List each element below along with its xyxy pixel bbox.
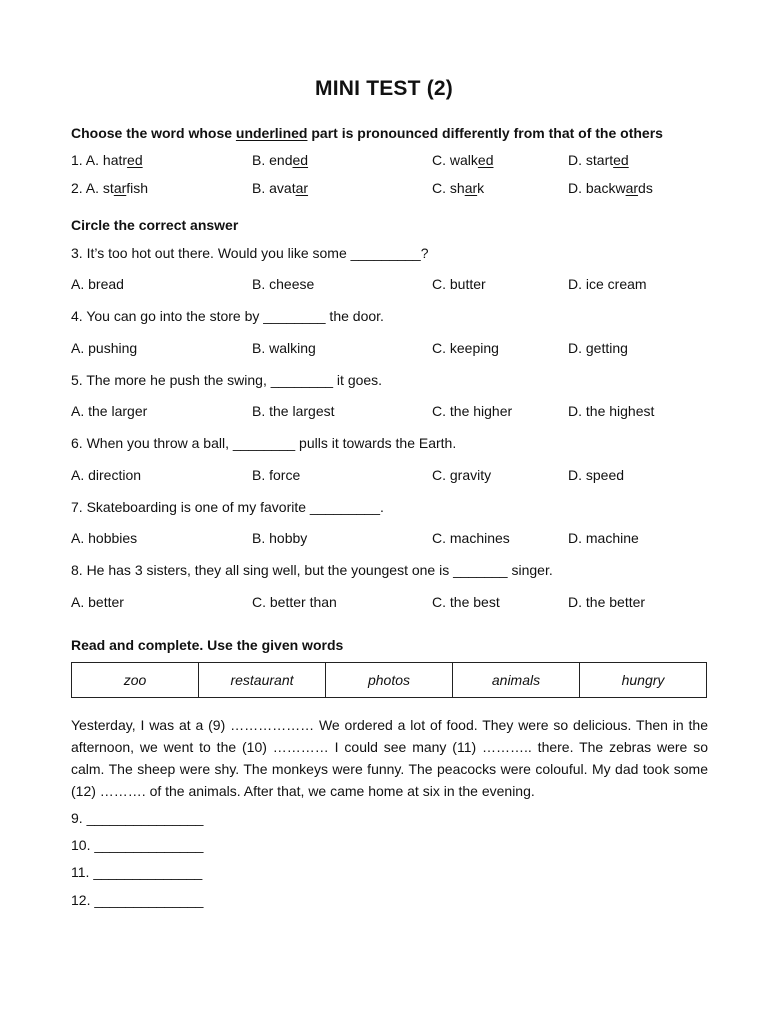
section1-heading-pre: Choose the word whose [71,125,236,141]
word-bank-table [71,662,707,698]
question-3-text: 3. It’s too hot out there. Would you like some _________? [71,245,429,261]
question-4-text: 4. You can go into the store by ________ the door. [71,308,384,324]
q1-option-d: D. started [568,152,629,168]
question-5-text: 5. The more he push the swing, ________ it goes. [71,372,383,388]
question-8-option-d[interactable]: D. the better [568,594,646,610]
q2-option-a: 2. A. starfish [71,180,149,196]
word-bank-cell: hungry [580,663,707,698]
question-4-option-b[interactable]: B. walking [252,340,316,356]
word-bank-row [72,663,707,698]
question-4-option-d[interactable]: D. getting [568,340,628,356]
section1-heading-post: part is pronounced differently from that of the others [307,125,663,141]
question-6-option-b[interactable]: B. force [252,467,301,483]
q2-option-c: C. shark [432,180,485,196]
question-7-option-a[interactable]: A. hobbies [71,530,138,546]
question-3-option-d[interactable]: D. ice cream [568,276,647,292]
question-8-option-b[interactable]: C. better than [252,594,337,610]
word-bank-cell: animals [453,663,580,698]
word-bank-cell: zoo [72,663,199,698]
q1-option-b: B. ended [252,152,309,168]
question-5-option-c[interactable]: C. the higher [432,403,513,419]
question-6-option-d[interactable]: D. speed [568,467,625,483]
question-4-option-c[interactable]: C. keeping [432,340,499,356]
q2-option-d: D. backwards [568,180,653,196]
q2-option-b: B. avatar [252,180,309,196]
section1-heading [71,125,663,141]
question-8-text: 8. He has 3 sisters, they all sing well, but the youngest one is _______ singer. [71,562,553,578]
q1-option-c: C. walked [432,152,494,168]
question-5-option-a[interactable]: A. the larger [71,403,148,419]
question-8-option-c[interactable]: C. the best [432,594,500,610]
word-bank-cell: restaurant [199,663,326,698]
section1-heading-underlined: underlined [235,125,308,141]
question-7-option-d[interactable]: D. machine [568,530,639,546]
word-bank-cell: photos [326,663,453,698]
question-7-option-c[interactable]: C. machines [432,530,510,546]
q1-option-a: 1. A. hatred [71,152,143,168]
question-3-option-c[interactable]: C. butter [432,276,486,292]
question-5-option-b[interactable]: B. the largest [252,403,335,419]
question-6-option-c[interactable]: C. gravity [432,467,492,483]
question-5-option-d[interactable]: D. the highest [568,403,655,419]
question-4-option-a[interactable]: A. pushing [71,340,138,356]
question-8-option-a[interactable]: A. better [71,594,124,610]
question-6-text: 6. When you throw a ball, ________ pulls it towards the Earth. [71,435,457,451]
question-6-option-a[interactable]: A. direction [71,467,142,483]
question-3-option-a[interactable]: A. bread [71,276,124,292]
question-7-option-b[interactable]: B. hobby [252,530,308,546]
answer-line-10[interactable]: 10. ______________ [71,837,204,853]
reading-passage: Yesterday, I was at a (9) ……………… We ordered a lot of food. They were so delicious. Then in the afternoon, we went to the (10) ………… I could see many (11) ……….. there. The zebras were so calm. The sheep were shy. The monkeys were funny. The peacocks were colouful. My dad took some (12) ………. of the animals. After that, we came home at six in the evening. [71,717,708,799]
answer-line-9[interactable]: 9. _______________ [71,810,204,826]
page-title: MINI TEST (2) [315,77,453,100]
answer-line-11[interactable]: 11. ______________ [71,864,203,880]
section3-heading: Read and complete. Use the given words [71,637,344,653]
answer-line-12[interactable]: 12. ______________ [71,892,204,908]
question-7-text: 7. Skateboarding is one of my favorite _________. [71,499,384,515]
question-3-option-b[interactable]: B. cheese [252,276,315,292]
section2-heading: Circle the correct answer [71,217,239,233]
